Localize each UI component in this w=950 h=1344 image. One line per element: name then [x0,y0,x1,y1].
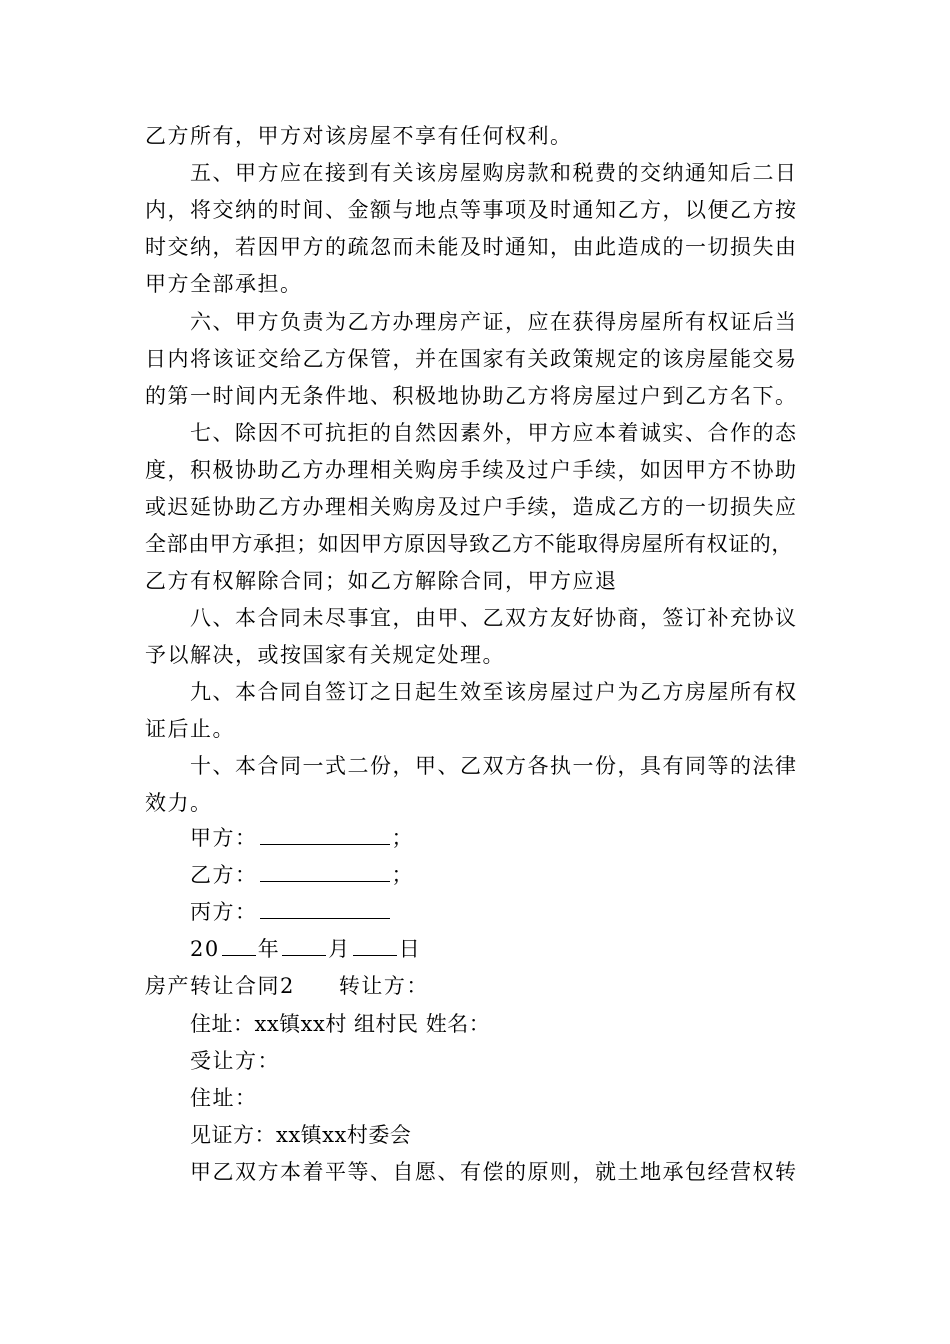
paragraph-line: 九、本合同自签订之日起生效至该房屋过户为乙方房屋所有权 [190,680,798,704]
paragraph-line: 乙方所有，甲方对该房屋不享有任何权利。 [145,124,573,148]
paragraph-line: 五、甲方应在接到有关该房屋购房款和税费的交纳通知后二日 [190,161,798,185]
paragraph-line: 的第一时间内无条件地、积极地协助乙方将房屋过户到乙方名下。 [145,384,798,408]
paragraph-line: 度，积极协助乙方办理相关购房手续及过户手续，如因甲方不协助 [145,458,798,482]
paragraph-line: 时交纳，若因甲方的疏忽而未能及时通知，由此造成的一切损失由 [145,235,798,259]
paragraph-line: 八、本合同未尽事宜，由甲、乙双方友好协商，签订补充协议 [190,606,798,630]
semicolon: ； [391,863,414,887]
blank-line [222,935,256,956]
witness-line: 见证方：xx镇xx村委会 [190,1123,412,1147]
paragraph-line: 六、甲方负责为乙方办理房产证，应在获得房屋所有权证后当 [190,310,798,334]
transferor-label: 转让方： [338,974,429,998]
address-line: 住址：xx镇xx村 组村民 姓名： [190,1012,491,1036]
signature-party-b [190,860,414,890]
signature-party-a [190,823,414,853]
blank-line [353,935,397,956]
address-label: 住址： [190,1086,258,1110]
blank-line [260,824,390,845]
contract2-header [145,971,429,1001]
paragraph-line: 甲方全部承担。 [145,272,303,296]
party-b-label: 乙方： [190,863,258,887]
date-year: 年 [257,937,281,961]
paragraph-line: 效力。 [145,791,213,815]
paragraph-line: 全部由甲方承担；如因甲方原因导致乙方不能取得房屋所有权证的， [145,532,793,556]
semicolon: ； [391,826,414,850]
paragraph-line: 予以解决，或按国家有关规定处理。 [145,643,505,667]
date-month: 月 [328,937,351,961]
blank-line [260,861,390,882]
paragraph-line: 七、除因不可抗拒的自然因素外，甲方应本着诚实、合作的态 [190,421,798,445]
paragraph-line: 十、本合同一式二份，甲、乙双方各执一份，具有同等的法律 [190,754,798,778]
party-a-label: 甲方： [190,826,258,850]
paragraph-line: 或迟延协助乙方办理相关购房及过户手续，造成乙方的一切损失应 [145,495,798,519]
paragraph-line: 日内将该证交给乙方保管，并在国家有关政策规定的该房屋能交易 [145,347,798,371]
transferee-label: 受让方： [190,1049,280,1073]
contract2-title: 房产转让合同2 [145,974,295,998]
date-prefix: 20 [190,937,220,961]
blank-line [260,898,390,919]
party-c-label: 丙方： [190,900,258,924]
paragraph-line: 内，将交纳的时间、金额与地点等事项及时通知乙方，以便乙方按 [145,198,798,222]
paragraph-line: 乙方有权解除合同；如乙方解除合同，甲方应退 [145,569,618,593]
paragraph-line: 甲乙双方本着平等、自愿、有偿的原则，就土地承包经营权转 [190,1160,798,1184]
date-line [190,934,421,964]
date-day: 日 [398,937,422,961]
signature-party-c [190,897,392,927]
paragraph-line: 证后止。 [145,717,235,741]
blank-line [282,935,326,956]
